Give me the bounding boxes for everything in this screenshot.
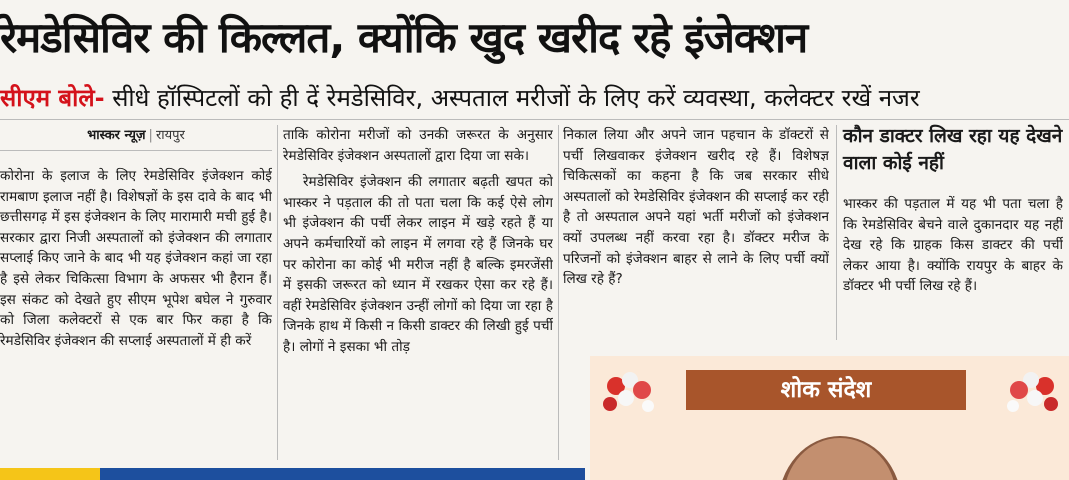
article-column-3 <box>563 125 829 340</box>
column-1-paragraph: कोरोना के इलाज के लिए रेमडेसिविर इंजेक्शन कोई रामबाण इलाज नहीं है। विशेषज्ञों के इस दावे के बाद भी छत्तीसगढ़ में इस इंजेक्शन के लिए मारामारी मची हुई है। सरकार द्वारा निजी अस्पतालों को इंजेक्शन की लगातार सप्लाई किए जाने के बाद भी यह इंजेक्शन कहां जा रहा है इसे लेकर चिकित्सा विभाग के अफसर भी हैरान हैं। इस संकट को देखते हुए सीएम भूपेश बघेल ने गुरुवार को जिला कलेक्टरों से एक बार फिर कहा है कि रेमडेसिविर इंजेक्शन की सप्लाई अस्पतालों में ही करें <box>0 168 272 349</box>
article-column-4 <box>843 194 1063 339</box>
byline-rule <box>0 150 272 151</box>
subheadline <box>0 78 1069 118</box>
column-3-paragraph: निकाल लिया और अपने जान पहचान के डॉक्टरों से पर्ची लिखवाकर इंजेक्शन खरीद रहे हैं। विशेषज्ञ चिकित्सकों का कहना है कि जब सरकार सीधे अस्पतालों को रेमडेसिविर इंजेक्शन की सप्लाई कर रही है तो अस्पताल अपने यहां भर्ती मरीजों को इंजेक्शन क्यों उपलब्ध नहीं करवा रहा है। डॉक्टर मरीज के परिजनों को इंजेक्शन बाहर से लाने के लिए पर्ची क्यों लिख रहे हैं? <box>563 127 829 288</box>
article-column-1 <box>0 166 272 456</box>
article-column-2 <box>283 125 553 457</box>
column-4-subheading: कौन डाक्टर लिख रहा यह देखने वाला कोई नहीं <box>843 125 1063 174</box>
column-4-paragraph: भास्कर की पड़ताल में यह भी पता चला है कि रेमडेसिविर बेचने वाले दुकानदार यह नहीं देख रहे कि ग्राहक किस डाक्टर की पर्ची लेकर आया है। क्योंकि रायपुर के बाहर के डॉक्टर भी पर्ची लिख रहे हैं। <box>843 196 1063 295</box>
flower-garland-icon <box>995 366 1065 426</box>
column-2-paragraph-2: रेमडेसिविर इंजेक्शन की लगातार बढ़ती खपत को भास्कर ने पड़ताल की तो पता चला कि कई ऐसे लोग भी इंजेक्शन की पर्ची लेकर लाइन में खड़े रहते हैं या अपने कर्मचारियों को लाइन में लगवा रहे हैं जिनके घर पर कोरोना का कोई भी मरीज नहीं है बल्कि इमरजेंसी में इसकी जरूरत को ध्यान में रखकर ऐसा कर रहे हैं। वहीं रेमडेसिविर इंजेक्शन उन्हीं लोगों को दिया जा रहा है जिनके हाथ में किसी न किसी डाक्टर की लिखी हुई पर्ची है। लोगों ने इसका भी तोड़ <box>283 174 553 355</box>
bottom-advertisement <box>0 468 585 480</box>
column-divider <box>558 125 559 460</box>
subheadline-kicker: सीएम बोले- <box>0 84 105 112</box>
notice-title: शोक संदेश <box>686 370 966 410</box>
headline-rule <box>0 119 1069 120</box>
subheadline-text: सीधे हॉस्पिटलों को ही दें रेमडेसिविर, अस्पताल मरीजों के लिए करें व्यवस्था, कलेक्टर रखें नजर <box>104 84 920 112</box>
column-divider <box>836 125 837 340</box>
byline-location: रायपुर <box>155 128 185 143</box>
advertisement-highlight <box>0 468 100 480</box>
headline: रेमडेसिविर की किल्लत, क्योंकि खुद खरीद रहे इंजेक्शन <box>0 13 808 62</box>
flower-garland-icon <box>596 366 666 426</box>
column-2-paragraph-1: ताकि कोरोना मरीजों को उनकी जरूरत के अनुसार रेमडेसिविर इंजेक्शन अस्पतालों द्वारा दिया जा सके। <box>283 127 553 164</box>
portrait-photo <box>740 418 940 480</box>
byline-separator: | <box>148 128 153 143</box>
byline-source: भास्कर न्यूज़ <box>87 128 146 143</box>
condolence-notice <box>590 356 1069 480</box>
byline <box>0 125 272 147</box>
column-divider <box>277 125 278 460</box>
